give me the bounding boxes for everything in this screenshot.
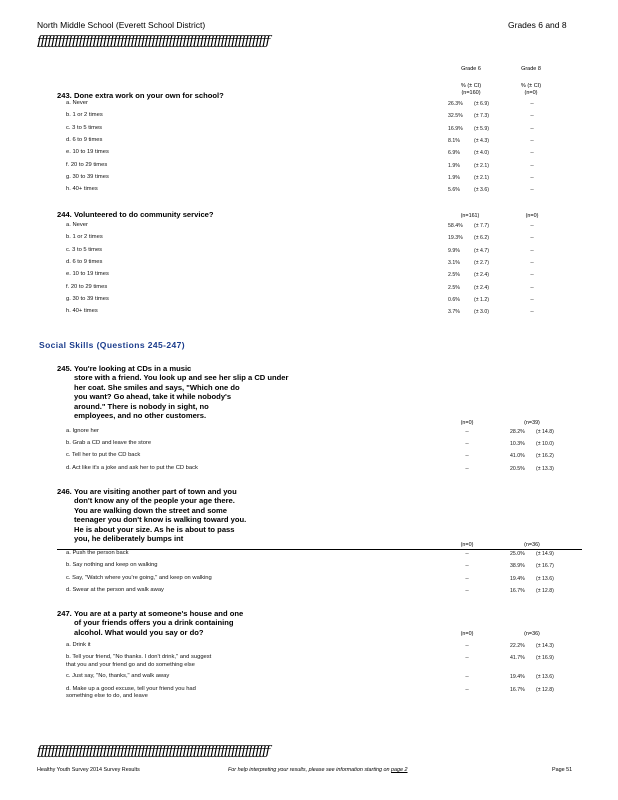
grade6-value: -- [465, 643, 469, 649]
option-label: c. Tell her to put the CD back [66, 452, 141, 459]
footer-rule: ƒƒƒƒƒƒƒƒƒƒƒƒƒƒƒƒƒƒƒƒƒƒƒƒƒƒƒƒƒƒƒƒƒƒƒƒƒƒƒƒƒƒƒƒƒƒƒƒƒƒƒƒƒƒƒƒƒƒƒƒƒƒƒƒƒƒƒ [37, 744, 269, 759]
option-label: b. 1 or 2 times [66, 234, 103, 241]
grade8-value: -- [530, 235, 534, 242]
grade6-value: -- [465, 453, 469, 460]
grade6-ci: (± 4.0) [474, 150, 489, 157]
grade6-percent: 2.5% [448, 284, 460, 291]
grade8-value: -- [530, 113, 534, 120]
footer-help-note [228, 767, 408, 773]
question-text: You are visiting another part of town and you don't know any of the people your age there. You are walking down the street and some teenager you don't know is walking toward you. He is about your size. As he is about to pass you, he deliberately bumps int [74, 487, 247, 544]
grade8-value: -- [530, 125, 534, 132]
grade8-percent: 16.7% [510, 686, 525, 693]
question-number: 245. [57, 364, 72, 373]
option-label: g. 30 to 39 times [66, 173, 109, 180]
grade6-value: -- [465, 429, 469, 435]
grade6-ci: (± 2.4) [474, 272, 489, 279]
grade6-ci: (± 2.4) [474, 284, 489, 291]
grade6-percent: 1.9% [448, 162, 460, 169]
grade6-ci: (± 4.3) [474, 137, 489, 144]
grade6-ci: (± 3.0) [474, 309, 489, 316]
option-label: a. Never [66, 222, 88, 228]
grade6-ci: (± 2.7) [474, 259, 489, 266]
option-label: a. Drink it [66, 642, 91, 648]
grade6-ci: (± 2.1) [474, 162, 489, 169]
grade6-value: -- [465, 655, 469, 662]
grade6-percent: 16.9% [448, 125, 463, 132]
footer-survey-title: Healthy Youth Survey 2014 Survey Results [37, 767, 140, 773]
grades-label: Grades 6 and 8 [508, 20, 567, 30]
question-text: You're looking at CDs in a music store with a friend. You look up and see her slip a CD under her coat. She smiles and says, "Which one do you want? Go ahead, take it while nobody's around." There is nobody in sight, no employees, and no other customers. [74, 364, 289, 421]
page-2-link[interactable]: page 2 [391, 767, 408, 773]
grade8-percent: 19.4% [510, 575, 525, 582]
grade6-percent: 6.9% [448, 150, 460, 157]
grade8-percent: 20.5% [510, 465, 525, 472]
section-title: Social Skills (Questions 245-247) [39, 340, 185, 350]
grade8-ci: (± 13.6) [536, 575, 554, 582]
question-number: 244. [57, 210, 72, 219]
grade6-percent: 0.6% [448, 296, 460, 303]
question-text: Done extra work on your own for school? [74, 91, 224, 100]
q244-n-grade6: (n=161) [460, 213, 480, 219]
grade6-percent: 1.9% [448, 174, 460, 181]
grade8-ci: (± 14.8) [536, 429, 554, 435]
grade6-value: -- [465, 551, 469, 557]
option-label: b. Say nothing and keep on walking [66, 562, 158, 569]
grade6-value: -- [465, 686, 469, 693]
grade6-value: -- [465, 563, 469, 570]
grade8-ci: (± 16.2) [536, 453, 554, 460]
grade8-value: -- [530, 247, 534, 254]
option-label: d. Act like it's a joke and ask her to put the CD back [66, 464, 198, 471]
question-number: 246. [57, 487, 72, 496]
grade8-percent: 41.0% [510, 453, 525, 460]
grade8-ci: (± 14.9) [536, 551, 554, 557]
option-label: e. 10 to 19 times [66, 149, 109, 156]
q246-n-grade6: (n=0) [460, 542, 474, 548]
question-245 [57, 364, 317, 424]
grade8-percent: 38.9% [510, 563, 525, 570]
option-label: a. Never [66, 100, 88, 106]
option-label: c. Say, "Watch where you're going," and keep on walking [66, 574, 212, 581]
grade6-ci: (± 3.6) [474, 187, 489, 194]
grade6-value: -- [465, 441, 469, 448]
option-label: a. Ignore her [66, 428, 99, 434]
option-label: c. 3 to 5 times [66, 246, 103, 253]
grade6-ci: (± 7.3) [474, 113, 489, 120]
option-label: a. Push the person back [66, 550, 129, 556]
grade8-ci: (± 14.3) [536, 643, 554, 649]
grade6-percent: 3.1% [448, 259, 460, 266]
grade6-value: -- [465, 674, 469, 681]
grade8-ci: (± 12.8) [536, 686, 554, 693]
grade6-ci: (± 1.2) [474, 296, 489, 303]
grade8-percent: 25.0% [510, 551, 525, 557]
question-text: Volunteered to do community service? [74, 210, 214, 219]
question-number: 247. [57, 609, 72, 618]
grade6-column-header: Grade 6 [461, 66, 481, 72]
grade6-ci: (± 6.9) [474, 101, 489, 107]
grade8-percent: 16.7% [510, 588, 525, 595]
q247-n-grade6: (n=0) [460, 631, 474, 637]
q246-n-grade8: (n=36) [524, 542, 540, 548]
option-label: e. 10 to 19 times [66, 271, 109, 278]
grade6-percent: 2.5% [448, 272, 460, 279]
grade8-percent: 22.2% [510, 643, 525, 649]
option-label: f. 20 to 29 times [66, 161, 108, 168]
grade6-ci: (± 7.7) [474, 223, 489, 229]
header-rule: ƒƒƒƒƒƒƒƒƒƒƒƒƒƒƒƒƒƒƒƒƒƒƒƒƒƒƒƒƒƒƒƒƒƒƒƒƒƒƒƒƒƒƒƒƒƒƒƒƒƒƒƒƒƒƒƒƒƒƒƒƒƒƒƒƒƒƒ [37, 34, 269, 49]
grade6-ci: (± 2.1) [474, 174, 489, 181]
grade8-value: -- [530, 162, 534, 169]
grade6-percent: 26.3% [448, 101, 463, 107]
grade8-value: -- [530, 296, 534, 303]
grade8-ci: (± 10.0) [536, 441, 554, 448]
grade8-ci: (± 16.7) [536, 563, 554, 570]
grade8-value: -- [530, 272, 534, 279]
grade8-percent: 41.7% [510, 655, 525, 662]
grade8-value: -- [530, 137, 534, 144]
option-label: h. 40+ times [66, 186, 98, 193]
grade6-ci-header: % (± CI) (n=160) [460, 83, 482, 96]
option-label: d. Swear at the person and walk away [66, 587, 164, 594]
grade8-ci-header: % (± CI) (n=0) [520, 83, 542, 96]
grade6-percent: 9.9% [448, 247, 460, 254]
grade8-value: -- [530, 223, 534, 229]
grade8-percent: 10.3% [510, 441, 525, 448]
grade6-ci: (± 4.7) [474, 247, 489, 254]
grade6-percent: 5.6% [448, 187, 460, 194]
grade6-percent: 3.7% [448, 309, 460, 316]
grade8-ci: (± 13.3) [536, 465, 554, 472]
question-text: You are at a party at someone's house and one of your friends offers you a drink containing alcohol. What would you say or do? [74, 609, 244, 637]
q247-n-grade8: (n=36) [524, 631, 540, 637]
option-label: b. Tell your friend, "No thanks. I don't drink," and suggest that you and your friend go and do something else [66, 654, 212, 668]
option-label: f. 20 to 29 times [66, 283, 108, 290]
grade6-value: -- [465, 575, 469, 582]
grade8-column-header: Grade 8 [521, 66, 541, 72]
grade6-percent: 58.4% [448, 223, 463, 229]
grade8-ci: (± 16.9) [536, 655, 554, 662]
grade8-percent: 28.2% [510, 429, 525, 435]
option-label: c. Just say, "No, thanks," and walk away [66, 673, 170, 680]
q244-n-grade8: (n=0) [525, 213, 539, 219]
grade6-ci: (± 6.2) [474, 235, 489, 242]
question-247 [57, 609, 317, 639]
footer-page-number: Page 51 [552, 767, 573, 773]
grade8-value: -- [530, 309, 534, 316]
grade8-ci: (± 12.8) [536, 588, 554, 595]
q245-n-grade6: (n=0) [460, 420, 474, 426]
grade8-value: -- [530, 259, 534, 266]
question-243 [57, 91, 357, 103]
grade8-value: -- [530, 187, 534, 194]
option-label: g. 30 to 39 times [66, 295, 109, 302]
school-name: North Middle School (Everett School District) [37, 20, 206, 30]
grade8-value: -- [530, 101, 534, 107]
question-244 [57, 210, 357, 222]
grade8-ci: (± 13.6) [536, 674, 554, 681]
grade8-value: -- [530, 284, 534, 291]
option-label: c. 3 to 5 times [66, 124, 103, 131]
question-number: 243. [57, 91, 72, 100]
footer-help-text: For help interpreting your results, please see information starting on [228, 767, 392, 773]
question-246 [57, 487, 317, 547]
q245-n-grade8: (n=39) [524, 420, 540, 426]
option-label: b. Grab a CD and leave the store [66, 440, 152, 447]
grade8-value: -- [530, 150, 534, 157]
grade8-value: -- [530, 174, 534, 181]
q246-divider [57, 549, 582, 550]
option-label: h. 40+ times [66, 308, 98, 315]
grade6-value: -- [465, 465, 469, 472]
option-label: d. 6 to 9 times [66, 258, 103, 265]
grade6-percent: 8.1% [448, 137, 460, 144]
grade6-ci: (± 5.9) [474, 125, 489, 132]
option-label: b. 1 or 2 times [66, 112, 103, 119]
grade8-percent: 19.4% [510, 674, 525, 681]
option-label: d. 6 to 9 times [66, 136, 103, 143]
option-label: d. Make up a good excuse, tell your friend you had something else to do, and leave [66, 685, 196, 700]
grade6-percent: 32.5% [448, 113, 463, 120]
grade6-percent: 19.3% [448, 235, 463, 242]
grade6-value: -- [465, 588, 469, 595]
